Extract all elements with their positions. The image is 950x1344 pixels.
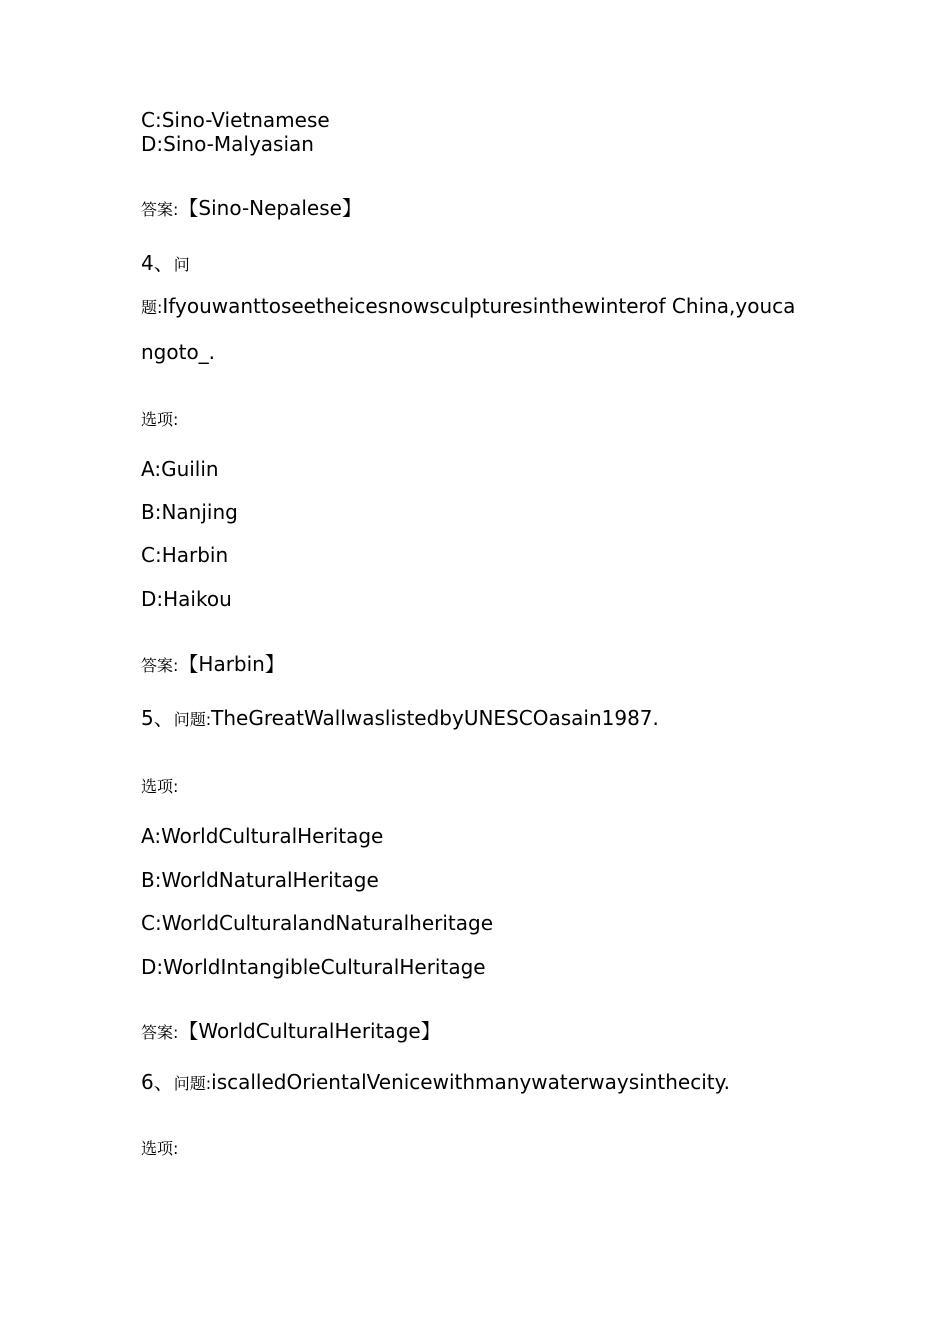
answer-value: 【WorldCulturalHeritage】 (178, 1019, 441, 1043)
question-prefix: 问题: (173, 710, 212, 729)
q4-option-a: A:Guilin (141, 457, 219, 481)
q4-option-c: C:Harbin (141, 543, 229, 567)
q5-heading (141, 706, 659, 732)
question-text: Ifyouwanttoseetheicesnowsculpturesinthewinterof China,youca (162, 294, 796, 318)
question-number: 6、 (141, 1070, 174, 1094)
q3-option-c: C:Sino-Vietnamese (141, 108, 330, 132)
q4-option-d: D:Haikou (141, 587, 232, 611)
q4-text-line2: ngoto_. (141, 340, 216, 364)
q5-options-label: 选项: (141, 777, 179, 796)
question-prefix-cont: 题: (141, 298, 163, 317)
q4-text-line1 (141, 294, 795, 320)
q6-options-label: 选项: (141, 1139, 179, 1158)
answer-value: 【Harbin】 (178, 652, 285, 676)
q4-options-label: 选项: (141, 410, 179, 429)
q3-answer (141, 196, 362, 222)
question-prefix: 问 (173, 255, 190, 274)
q5-option-a: A:WorldCulturalHeritage (141, 824, 384, 848)
q3-option-d: D:Sino-Malyasian (141, 132, 314, 156)
answer-value: 【Sino-Nepalese】 (178, 196, 362, 220)
q4-option-b: B:Nanjing (141, 500, 238, 524)
q5-option-b: B:WorldNaturalHeritage (141, 868, 379, 892)
q4-heading (141, 251, 190, 277)
q4-answer (141, 652, 285, 678)
answer-label: 答案: (141, 200, 179, 219)
question-text: TheGreatWallwaslistedbyUNESCOasain1987. (211, 706, 659, 730)
question-number: 4、 (141, 251, 174, 275)
q5-option-d: D:WorldIntangibleCulturalHeritage (141, 955, 486, 979)
question-number: 5、 (141, 706, 174, 730)
q6-heading (141, 1070, 730, 1096)
q5-option-c: C:WorldCulturalandNaturalheritage (141, 911, 494, 935)
q5-answer (141, 1019, 441, 1045)
answer-label: 答案: (141, 1023, 179, 1042)
question-prefix: 问题: (173, 1074, 212, 1093)
answer-label: 答案: (141, 656, 179, 675)
question-text: iscalledOrientalVenicewithmanywaterwaysinthecity. (211, 1070, 730, 1094)
